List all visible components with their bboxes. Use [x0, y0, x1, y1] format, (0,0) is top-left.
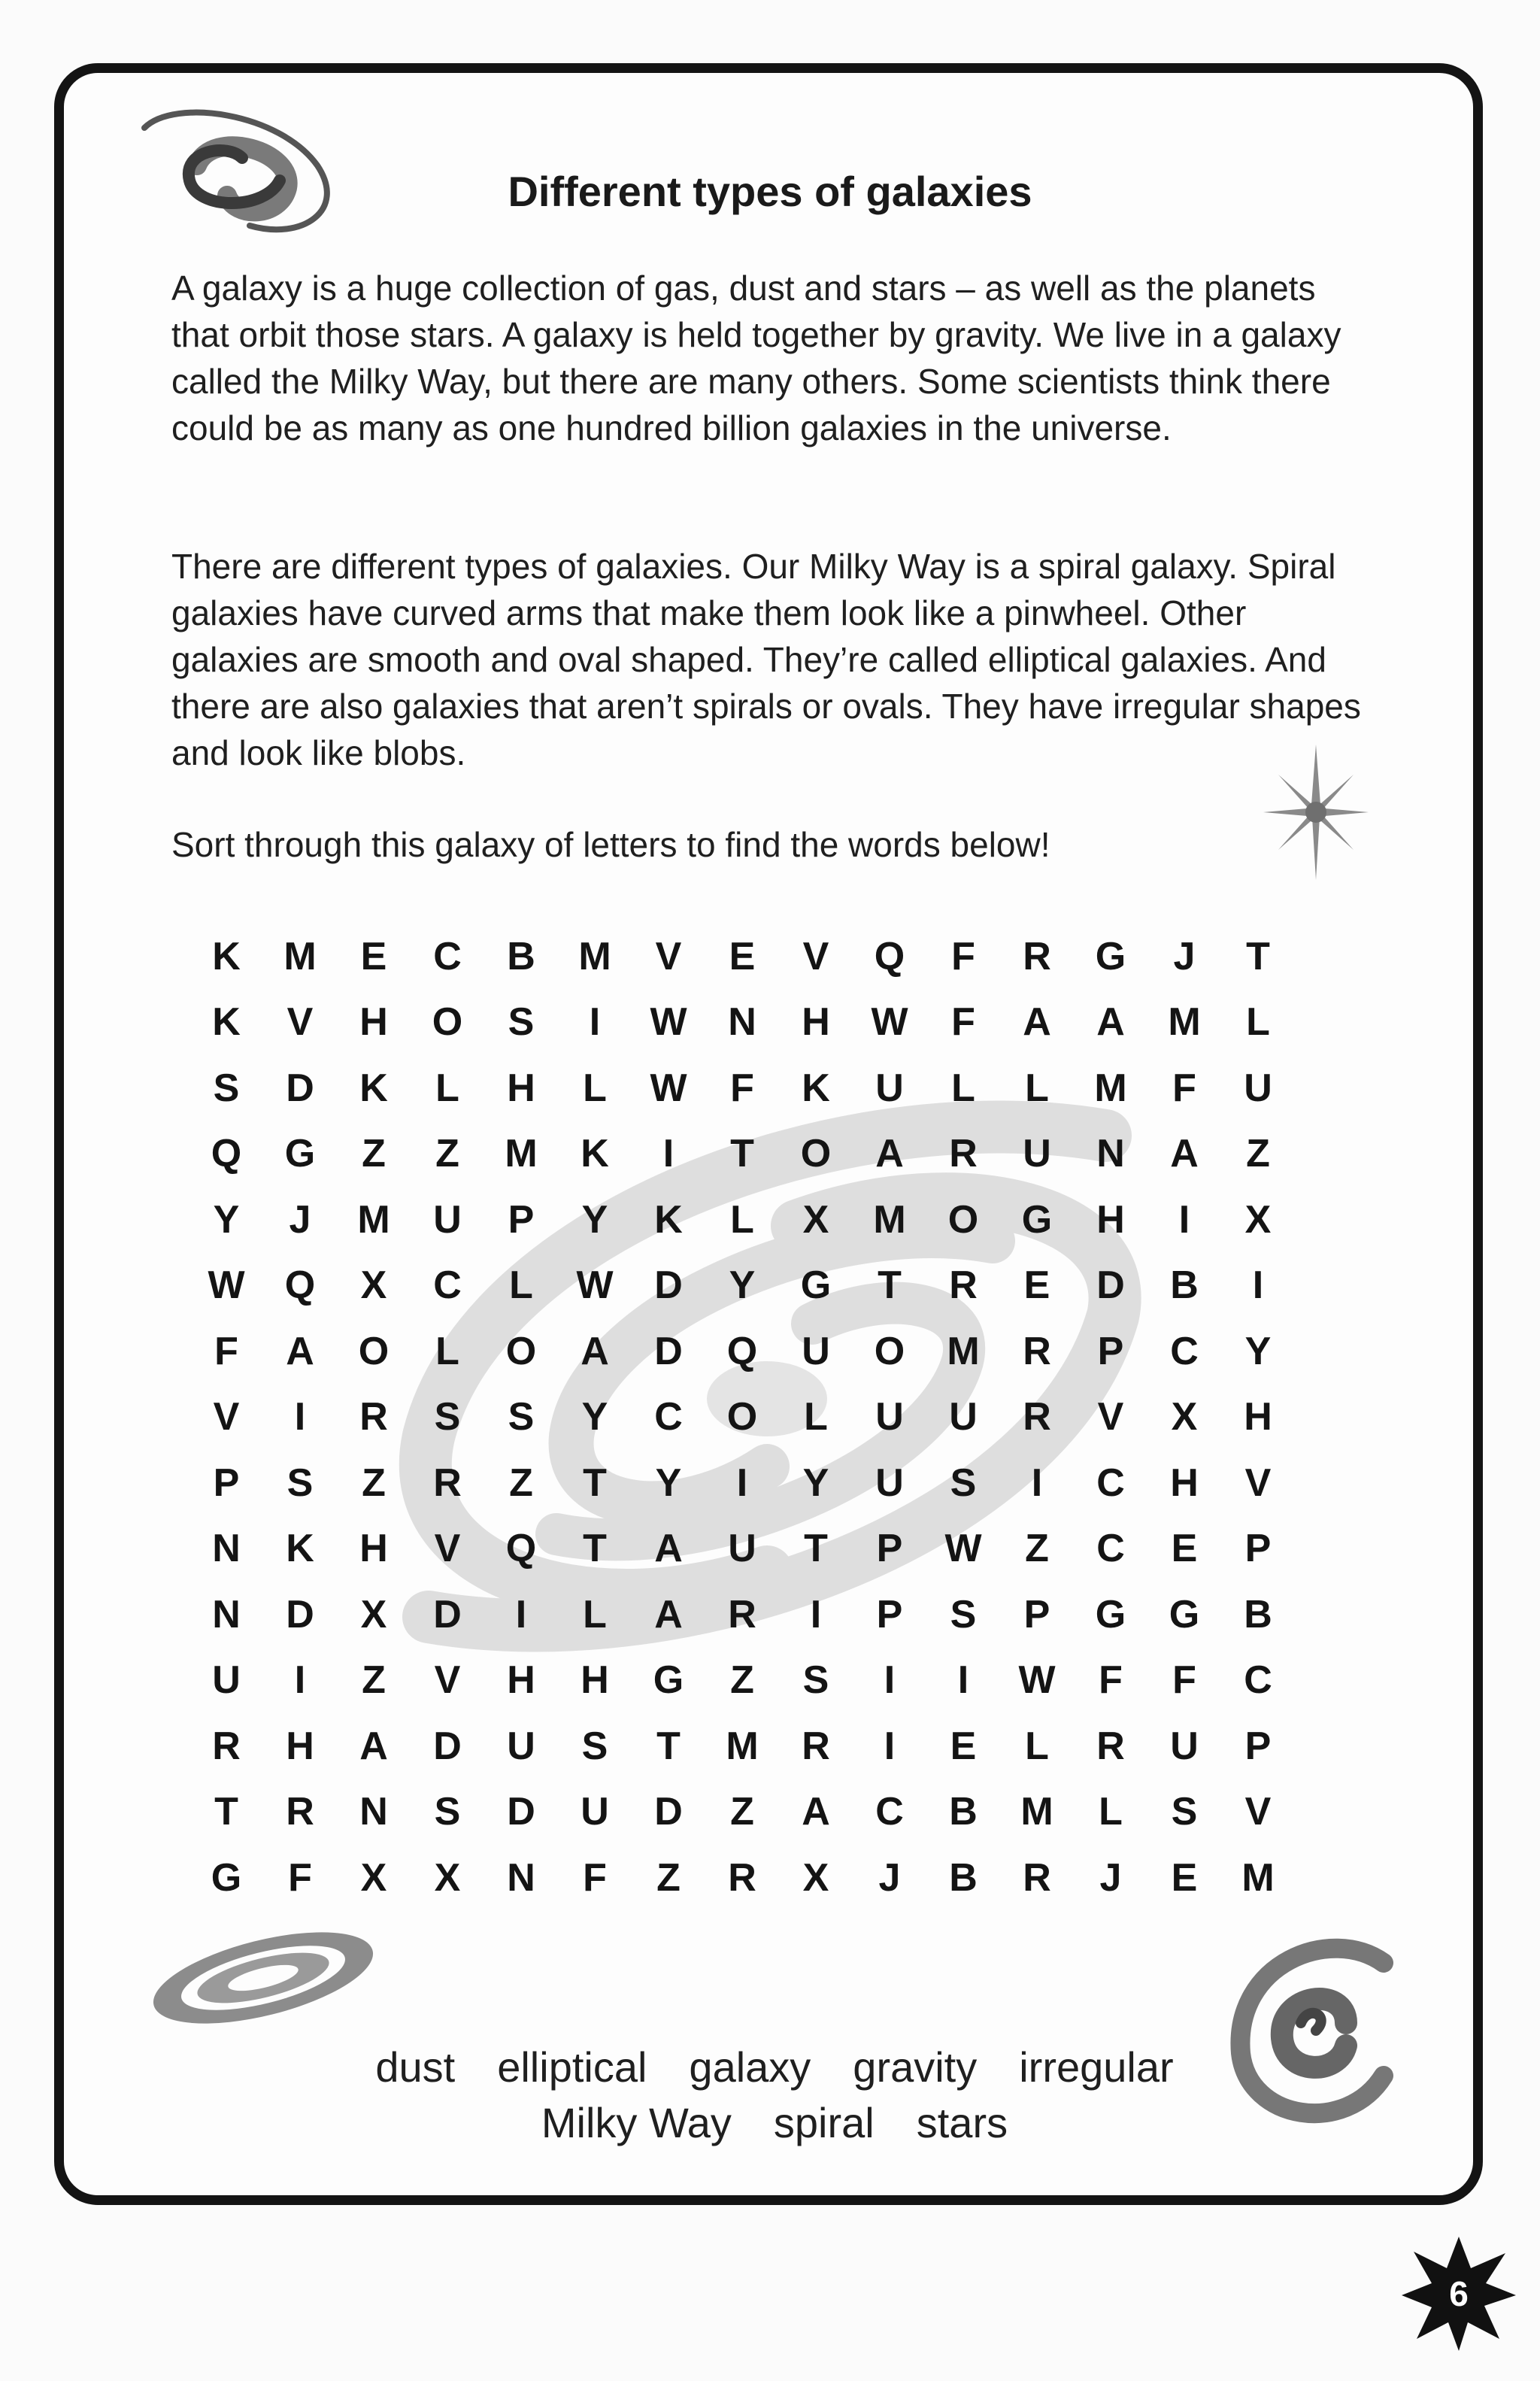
- grid-letter: I: [662, 1132, 675, 1176]
- grid-letter: L: [1246, 1000, 1270, 1045]
- grid-letter: U: [949, 1395, 978, 1439]
- grid-letter: S: [950, 1592, 977, 1636]
- grid-letter: I: [1031, 1460, 1043, 1505]
- grid-letter: P: [508, 1197, 535, 1242]
- grid-letter: R: [359, 1395, 388, 1439]
- grid-letter: M: [947, 1329, 980, 1373]
- grid-letter: L: [1025, 1724, 1049, 1768]
- page-title: Different types of galaxies: [508, 168, 1032, 215]
- grid-letter: A: [1096, 1000, 1125, 1045]
- grid-letter: U: [212, 1658, 241, 1703]
- grid-letter: V: [655, 934, 682, 978]
- word-list-item: galaxy: [689, 2043, 811, 2091]
- grid-letter: B: [1244, 1592, 1272, 1636]
- grid-letter: P: [1244, 1724, 1272, 1768]
- grid-letter: G: [653, 1658, 684, 1703]
- grid-letter: H: [1170, 1460, 1199, 1505]
- grid-letter: U: [875, 1395, 904, 1439]
- grid-letter: V: [1244, 1790, 1272, 1834]
- grid-letter: P: [213, 1460, 240, 1505]
- grid-letter: T: [656, 1724, 681, 1768]
- grid-letter: N: [1096, 1132, 1125, 1176]
- word-list-item: dust: [375, 2043, 456, 2091]
- grid-letter: V: [802, 934, 829, 978]
- grid-letter: H: [359, 1000, 388, 1045]
- grid-letter: V: [1097, 1395, 1124, 1439]
- grid-letter: H: [359, 1527, 388, 1571]
- grid-letter: U: [1244, 1066, 1272, 1110]
- grid-letter: O: [874, 1329, 905, 1373]
- grid-letter: H: [802, 1000, 830, 1045]
- grid-letter: U: [581, 1790, 609, 1834]
- grid-letter: E: [950, 1724, 977, 1768]
- grid-letter: T: [730, 1132, 754, 1176]
- grid-letter: Q: [874, 934, 905, 978]
- grid-letter: V: [1244, 1460, 1272, 1505]
- grid-letter: M: [578, 934, 611, 978]
- grid-letter: A: [654, 1592, 683, 1636]
- grid-letter: D: [654, 1263, 683, 1308]
- grid-letter: S: [1171, 1790, 1198, 1834]
- grid-letter: P: [876, 1527, 903, 1571]
- grid-letter: R: [1023, 1855, 1051, 1900]
- grid-letter: T: [214, 1790, 238, 1834]
- grid-letter: S: [581, 1724, 608, 1768]
- word-list-item: elliptical: [497, 2043, 647, 2091]
- grid-letter: T: [583, 1460, 607, 1505]
- grid-letter: I: [1178, 1197, 1190, 1242]
- grid-letter: Q: [211, 1132, 242, 1176]
- grid-letter: D: [286, 1066, 314, 1110]
- word-list-item: spiral: [773, 2099, 875, 2146]
- grid-letter: L: [509, 1263, 533, 1308]
- grid-letter: E: [1171, 1527, 1198, 1571]
- grid-letter: I: [884, 1658, 896, 1703]
- grid-letter: A: [359, 1724, 388, 1768]
- grid-letter: O: [726, 1395, 758, 1439]
- grid-letter: M: [283, 934, 317, 978]
- grid-letter: K: [654, 1197, 683, 1242]
- grid-letter: X: [802, 1855, 829, 1900]
- grid-letter: Z: [362, 1460, 386, 1505]
- grid-letter: K: [581, 1132, 609, 1176]
- grid-letter: F: [1172, 1658, 1196, 1703]
- grid-letter: T: [1246, 934, 1270, 978]
- word-list-item: gravity: [853, 2043, 978, 2091]
- grid-letter: A: [1170, 1132, 1199, 1176]
- grid-letter: A: [875, 1132, 904, 1176]
- grid-letter: L: [583, 1592, 607, 1636]
- grid-letter: K: [212, 934, 241, 978]
- grid-letter: X: [1171, 1395, 1198, 1439]
- grid-letter: F: [583, 1855, 607, 1900]
- grid-letter: U: [1170, 1724, 1199, 1768]
- grid-letter: J: [1173, 934, 1196, 978]
- word-search-grid: [189, 924, 1295, 1911]
- grid-letter: V: [213, 1395, 240, 1439]
- grid-letter: R: [802, 1724, 830, 1768]
- grid-letter: Y: [729, 1263, 756, 1308]
- grid-letter: G: [211, 1855, 242, 1900]
- grid-letter: L: [730, 1197, 754, 1242]
- grid-letter: K: [359, 1066, 388, 1110]
- grid-letter: D: [433, 1724, 462, 1768]
- grid-letter: M: [873, 1197, 906, 1242]
- grid-letter: M: [505, 1132, 538, 1176]
- grid-letter: M: [357, 1197, 390, 1242]
- grid-letter: Z: [730, 1790, 754, 1834]
- grid-letter: W: [650, 1000, 687, 1045]
- grid-letter: G: [800, 1263, 832, 1308]
- grid-letter: N: [212, 1527, 241, 1571]
- grid-letter: J: [289, 1197, 311, 1242]
- grid-letter: P: [876, 1592, 903, 1636]
- grid-letter: S: [508, 1395, 535, 1439]
- grid-letter: I: [515, 1592, 527, 1636]
- grid-letter: Y: [581, 1395, 608, 1439]
- grid-letter: Q: [284, 1263, 316, 1308]
- grid-letter: U: [875, 1460, 904, 1505]
- grid-letter: N: [359, 1790, 388, 1834]
- word-list-row: [271, 2095, 1278, 2151]
- grid-letter: V: [434, 1527, 461, 1571]
- grid-letter: I: [294, 1658, 306, 1703]
- grid-letter: E: [360, 934, 387, 978]
- word-list-item: Milky Way: [541, 2099, 732, 2146]
- grid-letter: V: [286, 1000, 314, 1045]
- grid-letter: Q: [505, 1527, 537, 1571]
- instructions-text: Sort through this galaxy of letters to find the words below!: [171, 825, 1050, 864]
- grid-letter: I: [1252, 1263, 1264, 1308]
- grid-letter: Z: [362, 1658, 386, 1703]
- grid-letter: Y: [213, 1197, 240, 1242]
- grid-letter: M: [1094, 1066, 1127, 1110]
- grid-letter: W: [576, 1263, 614, 1308]
- grid-letter: E: [729, 934, 756, 978]
- grid-letter: I: [589, 1000, 601, 1045]
- grid-letter: D: [1096, 1263, 1125, 1308]
- grid-letter: I: [736, 1460, 748, 1505]
- grid-letter: B: [949, 1855, 978, 1900]
- grid-letter: F: [730, 1066, 754, 1110]
- grid-letter: M: [726, 1724, 759, 1768]
- grid-letter: K: [212, 1000, 241, 1045]
- grid-letter: F: [951, 934, 975, 978]
- grid-letter: Y: [1244, 1329, 1272, 1373]
- grid-letter: X: [434, 1855, 461, 1900]
- grid-letter: C: [433, 934, 462, 978]
- grid-letter: I: [294, 1395, 306, 1439]
- grid-letter: I: [957, 1658, 969, 1703]
- grid-letter: E: [1171, 1855, 1198, 1900]
- grid-letter: R: [728, 1592, 756, 1636]
- grid-letter: S: [286, 1460, 314, 1505]
- page-number: 6: [1449, 2274, 1469, 2313]
- grid-letter: H: [581, 1658, 609, 1703]
- grid-letter: L: [1025, 1066, 1049, 1110]
- grid-letter: D: [507, 1790, 535, 1834]
- grid-letter: T: [878, 1263, 902, 1308]
- grid-letter: S: [434, 1790, 461, 1834]
- grid-letter: Z: [730, 1658, 754, 1703]
- grid-letter: R: [1023, 1329, 1051, 1373]
- grid-letter: S: [950, 1460, 977, 1505]
- grid-letter: Z: [435, 1132, 459, 1176]
- grid-letter: F: [1099, 1658, 1123, 1703]
- grid-letter: G: [1095, 1592, 1126, 1636]
- grid-letter: N: [212, 1592, 241, 1636]
- grid-letter: T: [804, 1527, 828, 1571]
- grid-letter: R: [433, 1460, 462, 1505]
- grid-letter: P: [1244, 1527, 1272, 1571]
- grid-letter: D: [286, 1592, 314, 1636]
- grid-letter: X: [802, 1197, 829, 1242]
- grid-letter: O: [505, 1329, 537, 1373]
- elliptical-galaxy-icon: [143, 1925, 383, 2031]
- word-list-item: irregular: [1019, 2043, 1174, 2091]
- grid-letter: F: [951, 1000, 975, 1045]
- grid-letter: G: [1095, 934, 1126, 978]
- grid-letter: J: [878, 1855, 901, 1900]
- grid-letter: W: [650, 1066, 687, 1110]
- grid-letter: P: [1097, 1329, 1124, 1373]
- grid-letter: F: [288, 1855, 312, 1900]
- grid-letter: S: [434, 1395, 461, 1439]
- word-list: [271, 2040, 1278, 2151]
- grid-letter: M: [1020, 1790, 1053, 1834]
- grid-letter: H: [507, 1658, 535, 1703]
- grid-letter: C: [654, 1395, 683, 1439]
- grid-letter: R: [1023, 934, 1051, 978]
- grid-letter: R: [949, 1263, 978, 1308]
- grid-letter: J: [1099, 1855, 1122, 1900]
- grid-letter: B: [1170, 1263, 1199, 1308]
- grid-letter: L: [1099, 1790, 1123, 1834]
- grid-letter: L: [435, 1329, 459, 1373]
- grid-letter: W: [871, 1000, 908, 1045]
- grid-letter: L: [583, 1066, 607, 1110]
- grid-letter: Q: [726, 1329, 758, 1373]
- grid-letter: H: [1096, 1197, 1125, 1242]
- grid-letter: C: [1096, 1527, 1125, 1571]
- word-list-row: [271, 2040, 1278, 2095]
- grid-letter: W: [944, 1527, 982, 1571]
- grid-letter: D: [654, 1329, 683, 1373]
- grid-letter: L: [804, 1395, 828, 1439]
- grid-letter: H: [1244, 1395, 1272, 1439]
- grid-letter: Z: [1246, 1132, 1270, 1176]
- grid-letter: Z: [509, 1460, 533, 1505]
- grid-letter: U: [802, 1329, 830, 1373]
- grid-letter: M: [1168, 1000, 1201, 1045]
- grid-letter: D: [433, 1592, 462, 1636]
- grid-letter: B: [507, 934, 535, 978]
- grid-letter: Z: [656, 1855, 681, 1900]
- grid-letter: Y: [655, 1460, 682, 1505]
- grid-letter: G: [1021, 1197, 1053, 1242]
- grid-letter: A: [581, 1329, 609, 1373]
- word-list-item: stars: [916, 2099, 1008, 2146]
- grid-letter: W: [208, 1263, 245, 1308]
- grid-letter: X: [360, 1855, 387, 1900]
- grid-letter: Y: [581, 1197, 608, 1242]
- grid-letter: O: [358, 1329, 390, 1373]
- grid-letter: B: [949, 1790, 978, 1834]
- grid-letter: X: [360, 1592, 387, 1636]
- grid-letter: A: [654, 1527, 683, 1571]
- grid-letter: K: [802, 1066, 830, 1110]
- grid-letter: S: [213, 1066, 240, 1110]
- grid-letter: V: [434, 1658, 461, 1703]
- grid-letter: U: [1023, 1132, 1051, 1176]
- grid-letter: Z: [1025, 1527, 1049, 1571]
- grid-letter: E: [1023, 1263, 1050, 1308]
- grid-letter: R: [212, 1724, 241, 1768]
- grid-letter: U: [433, 1197, 462, 1242]
- grid-letter: G: [1169, 1592, 1200, 1636]
- galaxy-types-paragraph: There are different types of galaxies. Our Milky Way is a spiral galaxy. Spiral galaxies have curved arms that make them look like a pinwheel. Other galaxies are smooth and oval shaped. They’re called elliptical galaxies. And there are also galaxies that aren’t spirals or ovals. They have irregular shapes and look like blobs.: [171, 547, 1361, 772]
- grid-letter: D: [654, 1790, 683, 1834]
- grid-letter: S: [802, 1658, 829, 1703]
- grid-letter: R: [728, 1855, 756, 1900]
- grid-letter: I: [884, 1724, 896, 1768]
- grid-letter: O: [947, 1197, 979, 1242]
- grid-letter: U: [728, 1527, 756, 1571]
- grid-letter: A: [286, 1329, 314, 1373]
- grid-letter: R: [1023, 1395, 1051, 1439]
- grid-letter: Z: [362, 1132, 386, 1176]
- grid-letter: I: [810, 1592, 822, 1636]
- grid-letter: G: [284, 1132, 316, 1176]
- grid-letter: F: [214, 1329, 238, 1373]
- grid-letter: L: [951, 1066, 975, 1110]
- grid-letter: H: [286, 1724, 314, 1768]
- grid-letter: H: [507, 1066, 535, 1110]
- intro-paragraph: A galaxy is a huge collection of gas, dust and stars – as well as the planets that orbit those stars. A galaxy is held together by gravity. We live in a galaxy called the Milky Way, but there are many others. Some scientists think there could be as many as one hundred billion galaxies in the universe.: [171, 268, 1341, 447]
- grid-letter: X: [360, 1263, 387, 1308]
- grid-letter: M: [1241, 1855, 1275, 1900]
- grid-letter: O: [800, 1132, 832, 1176]
- grid-letter: P: [1023, 1592, 1050, 1636]
- grid-letter: A: [802, 1790, 830, 1834]
- grid-letter: U: [507, 1724, 535, 1768]
- grid-letter: A: [1023, 1000, 1051, 1045]
- grid-letter: T: [583, 1527, 607, 1571]
- grid-letter: R: [286, 1790, 314, 1834]
- grid-letter: X: [1244, 1197, 1272, 1242]
- grid-letter: N: [507, 1855, 535, 1900]
- grid-letter: L: [435, 1066, 459, 1110]
- grid-letter: C: [1244, 1658, 1272, 1703]
- grid-letter: N: [728, 1000, 756, 1045]
- grid-letter: O: [432, 1000, 463, 1045]
- grid-letter: C: [433, 1263, 462, 1308]
- grid-letter: R: [1096, 1724, 1125, 1768]
- grid-letter: U: [875, 1066, 904, 1110]
- grid-letter: Y: [802, 1460, 829, 1505]
- grid-letter: S: [508, 1000, 535, 1045]
- grid-letter: K: [286, 1527, 314, 1571]
- grid-letter: W: [1018, 1658, 1056, 1703]
- grid-letter: F: [1172, 1066, 1196, 1110]
- grid-letter: C: [1096, 1460, 1125, 1505]
- grid-letter: C: [1170, 1329, 1199, 1373]
- grid-letter: C: [875, 1790, 904, 1834]
- grid-letter: R: [949, 1132, 978, 1176]
